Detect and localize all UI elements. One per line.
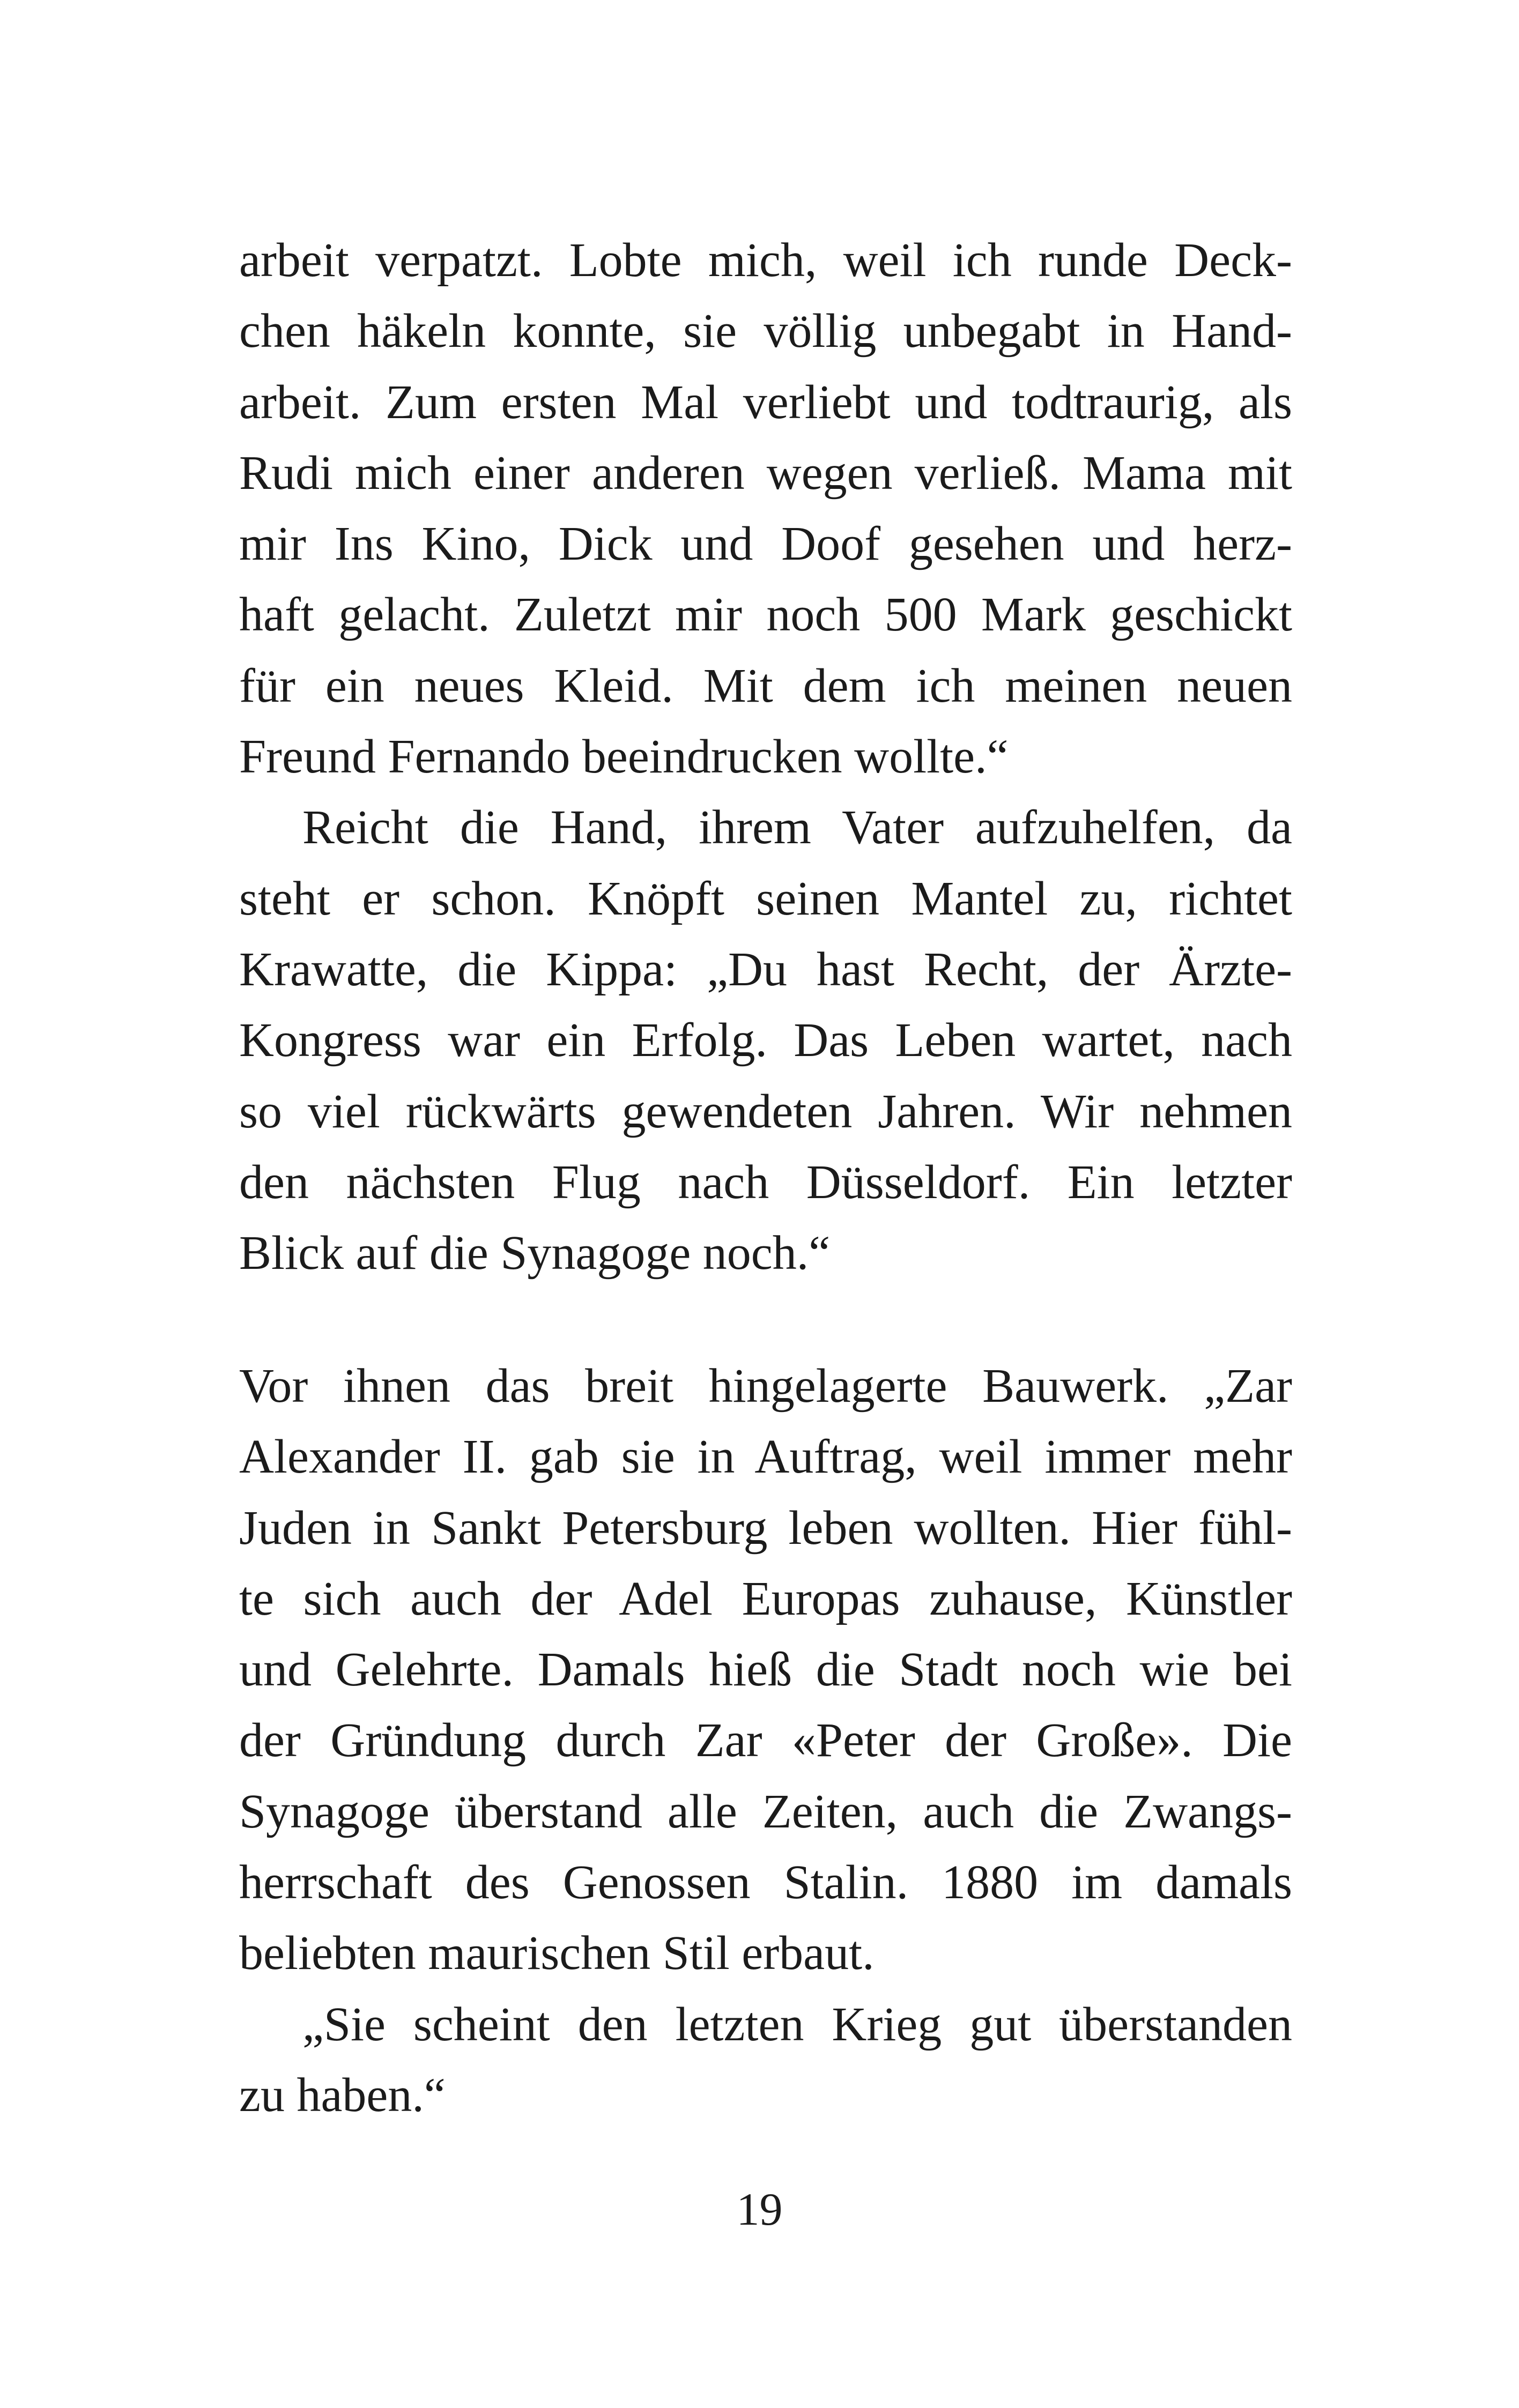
text-line: Alexander II. gab sie in Auftrag, weil immer mehr	[239, 1430, 1292, 1484]
text-line: der Gründung durch Zar «Peter der Große». Die	[239, 1714, 1292, 1767]
paragraph-4	[239, 1989, 1292, 2131]
text-line: arbeit. Zum ersten Mal verliebt und todtraurig, als	[239, 375, 1292, 429]
text-line: den nächsten Flug nach Düsseldorf. Ein letzter	[239, 1155, 1292, 1209]
text-section-1	[239, 225, 1292, 1289]
paragraph-2	[239, 792, 1292, 1289]
text-line: Krawatte, die Kippa: „Du hast Recht, der Ärzte-	[239, 942, 1292, 996]
page-number: 19	[736, 2183, 783, 2235]
text-line: Reicht die Hand, ihrem Vater aufzuhelfen, da	[302, 801, 1292, 854]
text-line: haft gelacht. Zuletzt mir noch 500 Mark geschickt	[239, 588, 1292, 642]
text-line: so viel rückwärts gewendeten Jahren. Wir nehmen	[239, 1084, 1292, 1138]
text-line: beliebten maurischen Stil erbaut.	[239, 1927, 875, 1980]
text-line: Vor ihnen das breit hingelagerte Bauwerk. „Zar	[239, 1359, 1292, 1413]
text-line: te sich auch der Adel Europas zuhause, Künstler	[239, 1572, 1292, 1625]
text-line: Juden in Sankt Petersburg leben wollten. Hier fühl-	[239, 1501, 1292, 1555]
text-line: Kongress war ein Erfolg. Das Leben wartet, nach	[239, 1014, 1292, 1067]
text-line: arbeit verpatzt. Lobte mich, weil ich runde Deck-	[239, 234, 1292, 287]
paragraph-1	[239, 225, 1292, 792]
text-line: Freund Fernando beeindrucken wollte.“	[239, 730, 1009, 784]
text-line: und Gelehrte. Damals hieß die Stadt noch wie bei	[239, 1643, 1292, 1697]
text-line: steht er schon. Knöpft seinen Mantel zu, richtet	[239, 872, 1292, 925]
text-section-2	[239, 1351, 1292, 2131]
text-line: herrschaft des Genossen Stalin. 1880 im damals	[239, 1856, 1292, 1909]
paragraph-3	[239, 1351, 1292, 1989]
text-line: Blick auf die Synagoge noch.“	[239, 1227, 831, 1280]
text-line: Rudi mich einer anderen wegen verließ. Mama mit	[239, 446, 1292, 500]
text-line: „Sie scheint den letzten Krieg gut überstanden	[302, 1997, 1292, 2051]
text-line: für ein neues Kleid. Mit dem ich meinen neuen	[239, 659, 1292, 712]
text-line: mir Ins Kino, Dick und Doof gesehen und herz-	[239, 517, 1292, 571]
text-line: Synagoge überstand alle Zeiten, auch die Zwangs-	[239, 1785, 1292, 1838]
text-line: chen häkeln konnte, sie völlig unbegabt in Hand-	[239, 304, 1292, 358]
text-line: zu haben.“	[239, 2068, 446, 2122]
